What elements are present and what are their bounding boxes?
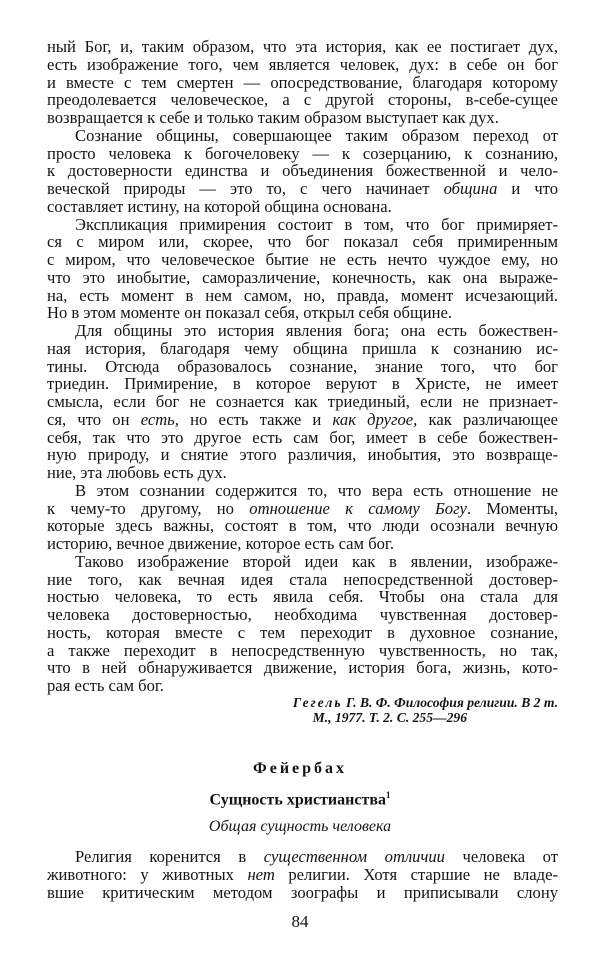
text-line (47, 233, 558, 251)
paragraph (47, 127, 558, 216)
text-line (47, 624, 558, 642)
text-segment: В этом сознании содержится то, что вера есть отношение не (75, 480, 558, 500)
text-segment: вшие критическим методом зоографы и приписывали слону (47, 882, 558, 902)
text-segment: просто человека к богочеловеку — к созерцанию, к сознанию, (47, 143, 558, 163)
text-line (47, 411, 558, 429)
text-line (47, 127, 558, 145)
paragraph (47, 216, 558, 323)
footnote-mark: 1 (385, 790, 391, 800)
text-line (47, 429, 558, 447)
text-segment: Религия коренится в (75, 847, 264, 866)
hegel-text (47, 38, 558, 695)
text-segment: человека достоверностью, необходима чувственная достовер- (47, 605, 558, 624)
text-segment: человека от (444, 847, 558, 866)
text-line (47, 198, 558, 216)
text-segment: животного: у животных (47, 864, 248, 884)
page-number: 84 (291, 912, 309, 931)
text-line (47, 588, 558, 606)
text-segment: и вместе с тем смертен — опосредствование, благодаря которому (47, 72, 558, 92)
text-segment: которые здесь важны, состоят в том, что люди осознали вечную (47, 516, 558, 536)
text-line (47, 91, 558, 109)
text-line (47, 322, 558, 340)
text-line (47, 269, 558, 287)
text-segment: но есть также и (178, 409, 333, 429)
emphasis-text: община (443, 179, 498, 198)
paragraph (47, 482, 558, 553)
text-segment: есть изображение того, чем является человек, дух: в себе он бог (47, 54, 558, 74)
emphasis-text: существенном отличии (263, 847, 445, 866)
text-line (47, 145, 558, 163)
text-line (47, 642, 558, 660)
text-line (47, 162, 558, 180)
citation (47, 695, 558, 725)
text-line (47, 866, 558, 884)
text-line (47, 340, 558, 358)
text-segment: смысла, если бог не сознается как триединый, если не признает- (47, 392, 558, 411)
text-segment: Но в этом моменте он показал себя, открыл себя общине. (47, 303, 453, 323)
text-line (47, 38, 558, 56)
feuerbach-text (47, 848, 558, 901)
text-segment: Сознание общины, совершающее таким образом переход от (75, 125, 558, 145)
text-segment: что в ней обнаруживается движение, история бога, жизнь, кото- (47, 658, 558, 678)
text-line (47, 535, 558, 553)
text-line (47, 304, 558, 322)
citation-author: Гегель (292, 695, 343, 710)
emphasis-text: нет (247, 864, 275, 884)
text-line (47, 884, 558, 902)
text-segment: рая есть сам бог. (47, 676, 164, 695)
text-segment: ная история, благодаря чему община пришла к сознанию ис- (47, 338, 558, 358)
text-segment: Для общины это история явления бога; она есть божествен- (75, 321, 558, 340)
text-line (47, 393, 558, 411)
citation-line-2: М., 1977. Т. 2. С. 255—296 (312, 710, 467, 725)
text-segment: возвращается к себе и только таким образом выступает как дух. (47, 108, 499, 127)
citation-line-1 (47, 695, 558, 710)
text-segment: ние того, как вечная идея стала непосредственной достовер- (47, 569, 558, 589)
text-segment: ние, эта любовь есть дух. (47, 463, 227, 482)
text-line (47, 251, 558, 269)
text-segment: Экспликация примирения состоит в том, что бог примиряет- (75, 214, 558, 234)
text-segment: ся, что он (47, 409, 141, 429)
text-line (47, 464, 558, 482)
text-segment: историю, вечное движение, которое есть сам бог. (47, 534, 395, 553)
text-line (47, 358, 558, 376)
text-line (47, 56, 558, 74)
text-line (47, 848, 558, 866)
text-segment: ностью человека, то есть явила себя. Чтобы она стала для (47, 587, 558, 607)
text-segment: себя, так что это другое есть сам бог, имеет в себе божествен- (47, 427, 558, 447)
text-line (47, 571, 558, 589)
paragraph (47, 553, 558, 695)
text-line (47, 180, 558, 198)
text-segment: на, есть момент в нем самом, но, правда, момент исчезающий. (47, 285, 558, 305)
chapter-title: Общая сущность человека (208, 818, 392, 835)
emphasis-text: отношение к самому Богу (249, 498, 467, 518)
emphasis-text: есть, (140, 409, 179, 429)
emphasis-text: как другое, (332, 409, 418, 429)
text-line (47, 606, 558, 624)
text-line (47, 109, 558, 127)
text-line (47, 517, 558, 535)
text-segment: составляет истину, на которой община основана. (47, 196, 392, 216)
text-segment: ся с миром или, скорее, что бог показал себя примиренным (47, 232, 558, 252)
paragraph (47, 38, 558, 127)
work-title-text: Сущность христианства (209, 791, 386, 809)
text-segment: и что (497, 179, 559, 198)
citation-title: Г. В. Ф. Философия религии. В 2 т. (342, 695, 558, 710)
text-segment: . Моменты, (466, 498, 558, 518)
text-segment: веческой природы — это то, с чего начинает (47, 179, 444, 198)
text-line (47, 216, 558, 234)
text-line (47, 446, 558, 464)
text-segment: триедин. Примирение, в которое веруют в Христе, не имеет (47, 374, 558, 394)
paragraph (47, 322, 558, 482)
text-line (47, 553, 558, 571)
text-line (47, 482, 558, 500)
text-segment: преодолевается человеческое, а с другой стороны, в-себе-сущее (47, 90, 558, 110)
text-line (47, 677, 558, 695)
text-segment: религии. Хотя старшие не владе- (274, 864, 558, 884)
text-segment: тины. Отсюда образовалось сознание, знание того, что бог (47, 356, 558, 376)
text-segment: а также переходит в непосредственную чувственность, но так, (47, 640, 558, 660)
text-segment: ную природу, и снятие этого различия, инобытия, это возвраще- (47, 445, 558, 465)
section-heading: Фейербах (252, 760, 348, 777)
text-line (47, 375, 558, 393)
work-title (0, 790, 600, 809)
text-line (47, 287, 558, 305)
text-segment: к достоверности единства и объединения божественной и чело- (47, 161, 558, 181)
text-segment: что это инобытие, саморазличение, конечность, как она выраже- (47, 267, 558, 287)
text-line (47, 74, 558, 92)
paragraph (47, 848, 558, 901)
text-segment: с миром, что человеческое бытие не есть нечто чуждое ему, но (47, 250, 558, 269)
text-segment: Таково изображение второй идеи как в явлении, изображе- (75, 551, 558, 571)
text-line (47, 659, 558, 677)
text-segment: ный Бог, и, таким образом, что эта история, как ее постигает дух, (47, 37, 558, 56)
text-segment: ность, которая вместе с тем переходит в духовное сознание, (47, 622, 558, 642)
text-line (47, 500, 558, 518)
text-segment: к чему-то другому, но (47, 498, 250, 518)
text-segment: как различающее (417, 409, 558, 429)
